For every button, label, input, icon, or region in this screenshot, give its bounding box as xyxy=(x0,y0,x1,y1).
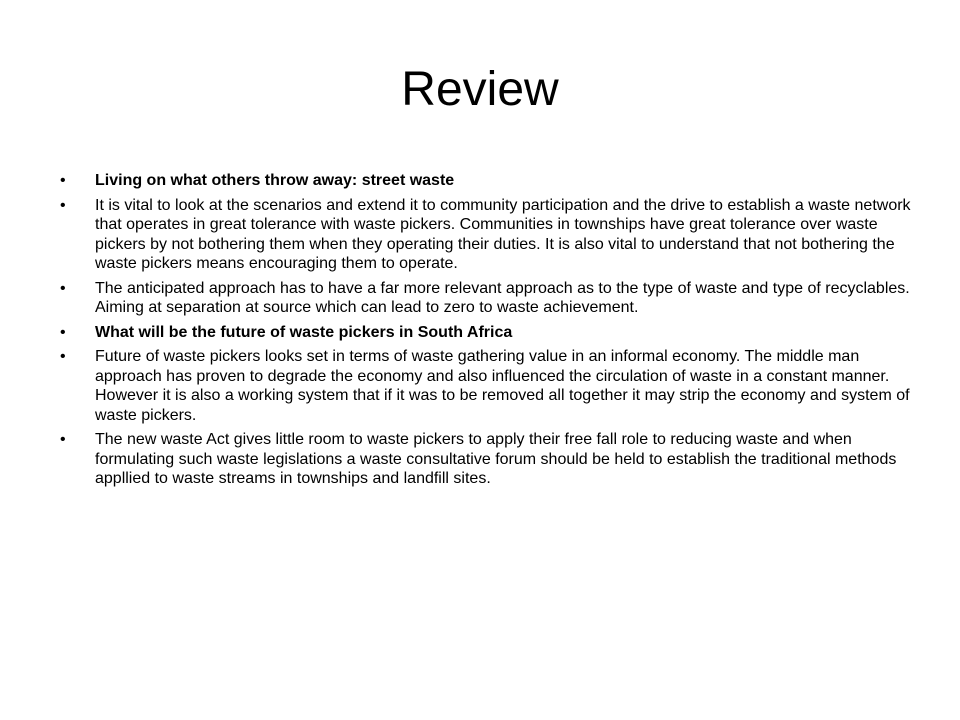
slide-title: Review xyxy=(401,63,559,116)
bullet-item xyxy=(60,430,912,489)
bullet-dot-icon: • xyxy=(60,348,66,365)
bullet-dot-icon: • xyxy=(60,431,66,448)
bullet-item xyxy=(60,323,912,343)
bullet-item xyxy=(60,171,912,191)
bullet-text: What will be the future of waste pickers in South Africa xyxy=(95,323,513,341)
bullet-dot-icon: • xyxy=(60,323,66,341)
bullet-dot-icon: • xyxy=(60,196,66,214)
bullet-text: Future of waste pickers looks set in terms of waste gathering value in an informal economy. The middle man approach has proven to degrade the economy and also influenced the circulation of waste in a constant manner. However it is also a working system that if it was to be removed all together it may strip the economy and system of waste pickers. xyxy=(95,348,910,424)
bullet-dot-icon: • xyxy=(60,279,66,297)
bullet-text: The new waste Act gives little room to waste pickers to apply their free fall role to reducing waste and when formulating such waste legislations a waste consultative forum should be held to establish the traditional methods appllied to waste streams in townships and landfill sites. xyxy=(95,431,897,487)
bullet-item xyxy=(60,347,912,425)
bullet-text: The anticipated approach has to have a far more relevant approach as to the type of waste and type of recyclables. Aiming at separation at source which can lead to zero to waste achievement. xyxy=(95,279,910,316)
bullet-item xyxy=(60,279,912,318)
bullet-list xyxy=(60,171,912,494)
bullet-dot-icon: • xyxy=(60,172,66,189)
bullet-item xyxy=(60,196,912,274)
bullet-text: It is vital to look at the scenarios and extend it to community participation and the drive to establish a waste network that operates in great tolerance with waste pickers. Communities in townships have great tolerance over waste pickers by not bothering them when they operating their duties. It is also vital to understand that not bothering the waste pickers means encouraging them to operate. xyxy=(95,196,911,272)
bullet-text: Living on what others throw away: street waste xyxy=(95,172,455,189)
